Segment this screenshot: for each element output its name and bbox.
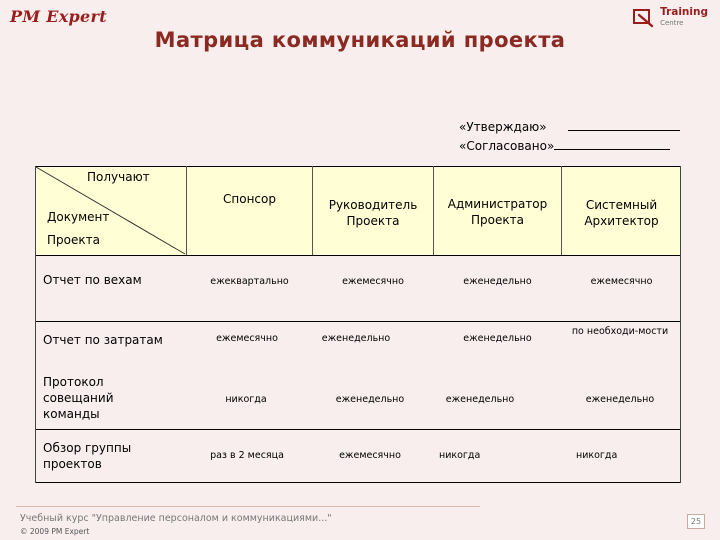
pm-expert-logo: PM Expert [10, 7, 107, 26]
cell-value: ежемесячно [216, 333, 278, 344]
corner-document-label: Документ [47, 210, 110, 224]
row-label-portfolio-review: Обзор группы проектов [43, 441, 132, 471]
corner-receive-label: Получают [87, 170, 150, 184]
row-label-team-meeting-minutes: Протокол совещаний команды [43, 375, 114, 421]
column-header-label: Спонсор [223, 192, 276, 206]
cell-value: еженедельно [445, 394, 515, 405]
column-header-label: Руководитель Проекта [328, 198, 418, 228]
training-centre-mark-icon [633, 7, 655, 29]
cell-value: раз в 2 месяца [210, 450, 284, 461]
table-rule-row1 [35, 321, 681, 322]
column-header-label: Администратор Проекта [447, 197, 548, 227]
cell-value: никогда [576, 450, 618, 461]
cell-value: еженедельно [321, 333, 391, 344]
agree-line [459, 139, 670, 153]
cell-value: ежемесячно [590, 276, 653, 287]
centre-label: Centre [660, 19, 684, 27]
copyright: © 2009 PM Expert [20, 527, 90, 536]
training-centre-logo [633, 7, 708, 29]
footer-divider [16, 506, 480, 507]
approve-signature-line [568, 130, 680, 131]
table-border-left [35, 166, 36, 483]
column-header-label: Системный Архитектор [584, 198, 659, 228]
agree-signature-line [554, 149, 670, 150]
course-title: Учебный курс "Управление персоналом и коммуникациями..." [20, 513, 332, 524]
cell-value: ежемесячно [339, 450, 401, 461]
cell-value: еженедельно [463, 276, 532, 287]
communication-matrix-table [35, 166, 681, 483]
cell-value: никогда [439, 450, 481, 461]
corner-project-label: Проекта [47, 233, 100, 247]
page-number: 25 [687, 514, 705, 529]
table-rule-bottom [35, 482, 681, 483]
column-header-project-manager [313, 166, 433, 255]
cell-value: еженедельно [585, 394, 655, 405]
row-label-cost-report: Отчет по затратам [43, 333, 163, 347]
training-label: Training [660, 6, 708, 18]
table-rule-row3 [35, 429, 681, 430]
agree-label: «Согласовано» [459, 139, 555, 153]
page-title: Матрица коммуникаций проекта [154, 28, 566, 52]
approve-label: «Утверждаю» [459, 120, 547, 134]
row-label-milestones-report: Отчет по вехам [43, 273, 142, 287]
cell-value: ежемесячно [342, 276, 404, 287]
column-header-sponsor [187, 166, 312, 255]
approve-line [459, 120, 680, 134]
cell-value: ежеквартально [210, 276, 289, 287]
cell-value: никогда [225, 394, 267, 405]
cell-value: по необходи-мости [571, 326, 669, 337]
column-header-administrator [434, 166, 561, 255]
column-header-system-architect [562, 166, 681, 255]
cell-value: еженедельно [463, 333, 532, 344]
table-rule-header [35, 255, 681, 256]
cell-value: еженедельно [335, 394, 405, 405]
